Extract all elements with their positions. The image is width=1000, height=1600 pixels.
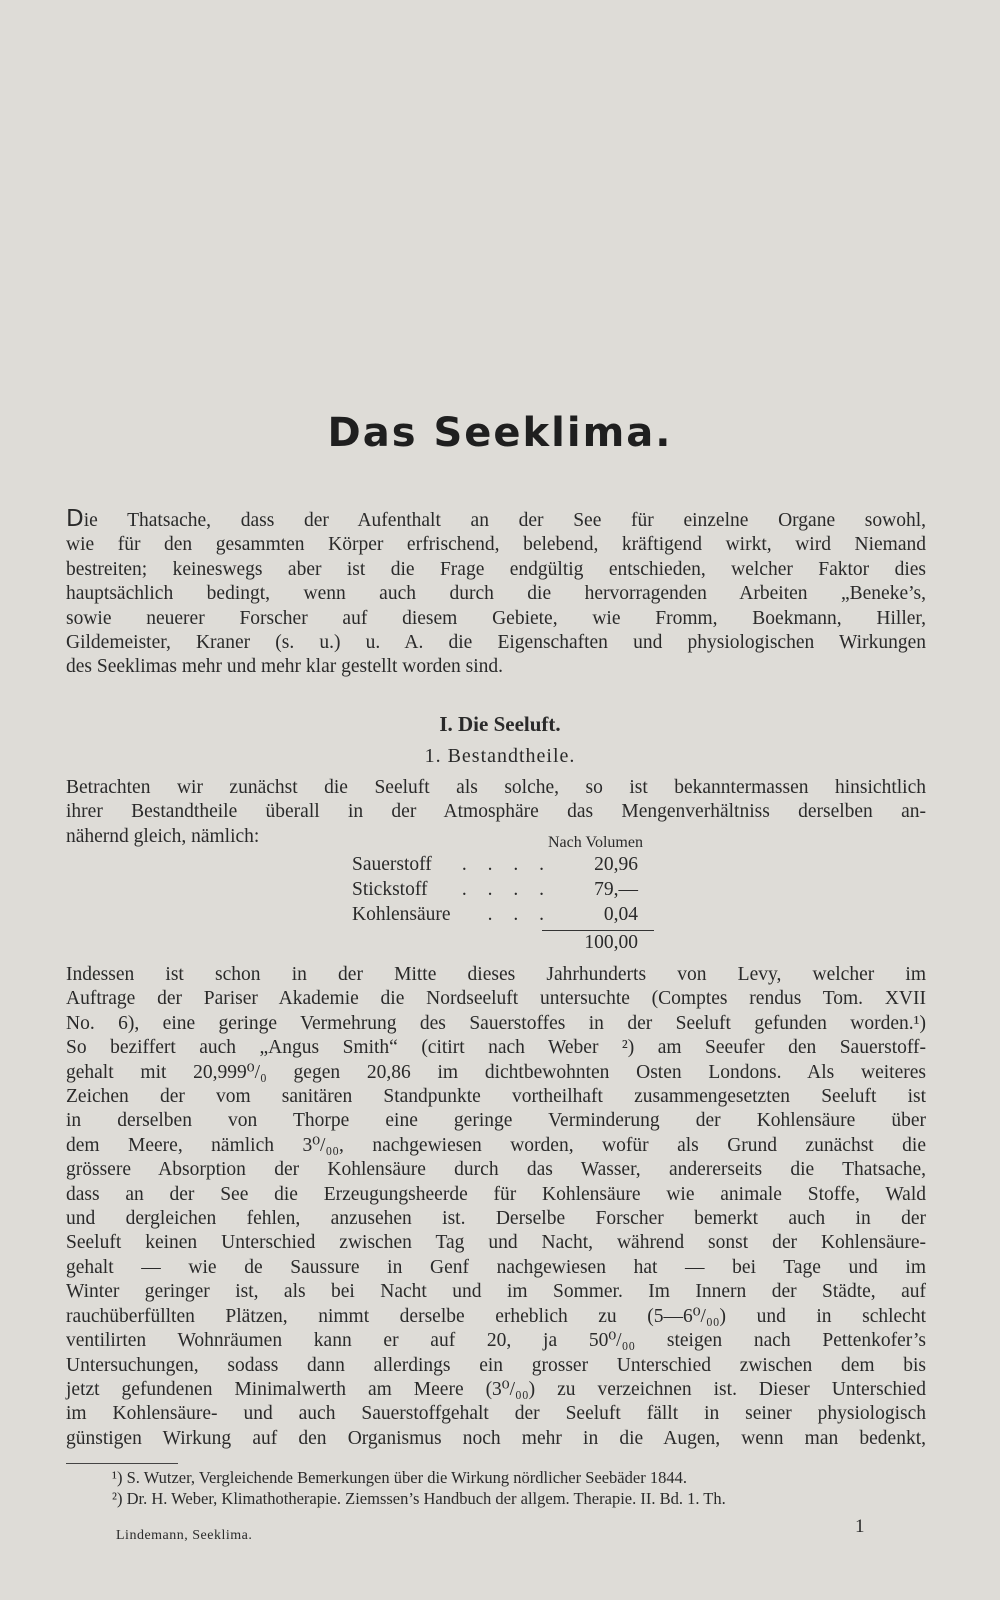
initial-letter: D: [66, 506, 84, 532]
paragraph-seeluft: [66, 963, 926, 1451]
paragraph-line: im Kohlensäure- und auch Sauerstoffgehalt der Seeluft fällt in seiner physiologisch: [66, 1403, 926, 1425]
paragraph-line: Gildemeister, Kraner (s. u.) u. A. die Eigenschaften und physiologischen Wirkungen: [66, 632, 926, 654]
paragraph-line: Betrachten wir zunächst die Seeluft als solche, so ist bekanntermassen hinsichtlich: [66, 777, 926, 798]
intro-paragraph: [66, 507, 926, 680]
paragraph-line: Zeichen der vom sanitären Standpunkte vortheilhaft zusammengesetzten Seeluft ist: [66, 1086, 926, 1108]
paragraph-line: des Seeklimas mehr und mehr klar gestellt worden sind.: [66, 656, 504, 678]
paragraph-line: bestreiten; keineswegs aber ist die Frage endgültig entschieden, welcher Faktor dies: [66, 558, 926, 580]
table-row-stickstoff: [352, 879, 652, 905]
leader-dots: . . . .: [461, 854, 552, 875]
total-value: 100,00: [584, 932, 638, 953]
leader-dots: . . . .: [461, 879, 552, 900]
section-heading: I. Die Seeluft.: [439, 712, 561, 736]
sum-rule: [542, 930, 654, 931]
paragraph-line: dass an der See die Erzeugungsheerde für Kohlensäure wie animale Stoffe, Wald: [66, 1183, 926, 1205]
paragraph-line: sowie neuerer Forscher auf diesem Gebiete, wie Fromm, Boekmann, Hiller,: [66, 607, 926, 629]
row-label: Stickstoff: [352, 879, 428, 900]
row-label: Kohlensäure: [352, 904, 451, 925]
paragraph-line: gehalt mit 20,999⁰/₀ gegen 20,86 im dichtbewohnten Osten Londons. Als weiteres: [66, 1061, 926, 1083]
row-value: 20,96: [594, 854, 638, 875]
paragraph-line: dem Meere, nämlich 3⁰/₀₀, nachgewiesen worden, wofür als Grund zunächst die: [66, 1134, 926, 1156]
paragraph-line: günstigen Wirkung auf den Organismus noch mehr in die Augen, wenn man bedenkt,: [66, 1427, 926, 1449]
paragraph-line: nähernd gleich, nämlich:: [66, 825, 260, 847]
row-value: 0,04: [603, 904, 638, 925]
table-row-kohlensaeure: [352, 904, 652, 930]
table-row-sauerstoff: [352, 854, 652, 880]
paragraph-line: rauchüberfüllten Plätzen, nimmt derselbe erheblich zu (5—6⁰/₀₀) und in schlecht: [66, 1305, 926, 1327]
paragraph-composition: [66, 776, 926, 849]
paragraph-line: Seeluft keinen Unterschied zwischen Tag und Nacht, während sonst der Kohlensäure-: [66, 1232, 926, 1254]
paragraph-line: gehalt — wie de Saussure in Genf nachgewiesen hat — bei Tage und im: [66, 1256, 926, 1278]
paragraph-line: grössere Absorption der Kohlensäure durch das Wasser, andererseits die Thatsache,: [66, 1159, 926, 1181]
table-row-total: [352, 932, 652, 958]
table-column-header: Nach Volumen: [548, 834, 643, 851]
leader-dots: . . .: [487, 904, 552, 925]
paragraph-line: No. 6), eine geringe Vermehrung des Sauerstoffes in der Seeluft gefunden worden.¹): [66, 1012, 926, 1034]
paragraph-line: ventilirten Wohnräumen kann er auf 20, ja 50⁰/₀₀ steigen nach Pettenkofer’s: [66, 1330, 926, 1352]
paragraph-line: Winter geringer ist, als bei Nacht und im Sommer. Im Innern der Städte, auf: [66, 1281, 926, 1303]
paragraph-line: Untersuchungen, sodass dann allerdings ein grosser Unterschied zwischen dem bis: [66, 1354, 926, 1376]
running-footer: Lindemann, Seeklima.: [116, 1528, 253, 1543]
paragraph-line: Auftrage der Pariser Akademie die Nordseeluft untersuchte (Comptes rendus Tom. XVII: [66, 988, 926, 1010]
paragraph-line: und dergleichen fehlen, anzusehen ist. Derselbe Forscher bemerkt auch in der: [66, 1208, 926, 1230]
footnote-2: ²) Dr. H. Weber, Klimathotherapie. Ziemssen’s Handbuch der allgem. Therapie. II. Bd. 1. Th.: [112, 1489, 726, 1508]
paragraph-line: in derselben von Thorpe eine geringe Verminderung der Kohlensäure über: [66, 1110, 926, 1132]
subsection-heading: 1. Bestandtheile.: [424, 745, 576, 767]
paragraph-line: wie für den gesammten Körper erfrischend, belebend, kräftigend wirkt, wird Niemand: [66, 534, 926, 556]
page-title: Das Seeklima.: [327, 410, 673, 456]
footnote-rule: [66, 1463, 178, 1464]
paragraph-line: hauptsächlich bedingt, wenn auch durch die hervorragenden Arbeiten „Beneke’s,: [66, 583, 926, 605]
paragraph-line: jetzt gefundenen Minimalwerth am Meere (3⁰/₀₀) zu verzeichnen ist. Dieser Unterschied: [66, 1378, 926, 1400]
row-label: Sauerstoff: [352, 854, 432, 875]
paragraph-line: So beziffert auch „Angus Smith“ (citirt nach Weber ²) am Seeufer den Sauerstoff-: [66, 1037, 926, 1059]
footnote-1: ¹) S. Wutzer, Vergleichende Bemerkungen über die Wirkung nördlicher Seebäder 1844.: [112, 1468, 687, 1487]
paragraph-line: ihrer Bestandtheile überall in der Atmosphäre das Mengenverhältniss derselben an-: [66, 801, 926, 823]
row-value: 79,—: [594, 879, 638, 900]
footnotes: [112, 1467, 726, 1509]
paragraph-line: Die Thatsache, dass der Aufenthalt an der See für einzelne Organe sowohl,: [66, 506, 926, 532]
paragraph-line: Indessen ist schon in der Mitte dieses Jahrhunderts von Levy, welcher im: [66, 964, 926, 985]
page-number: 1: [855, 1516, 865, 1537]
